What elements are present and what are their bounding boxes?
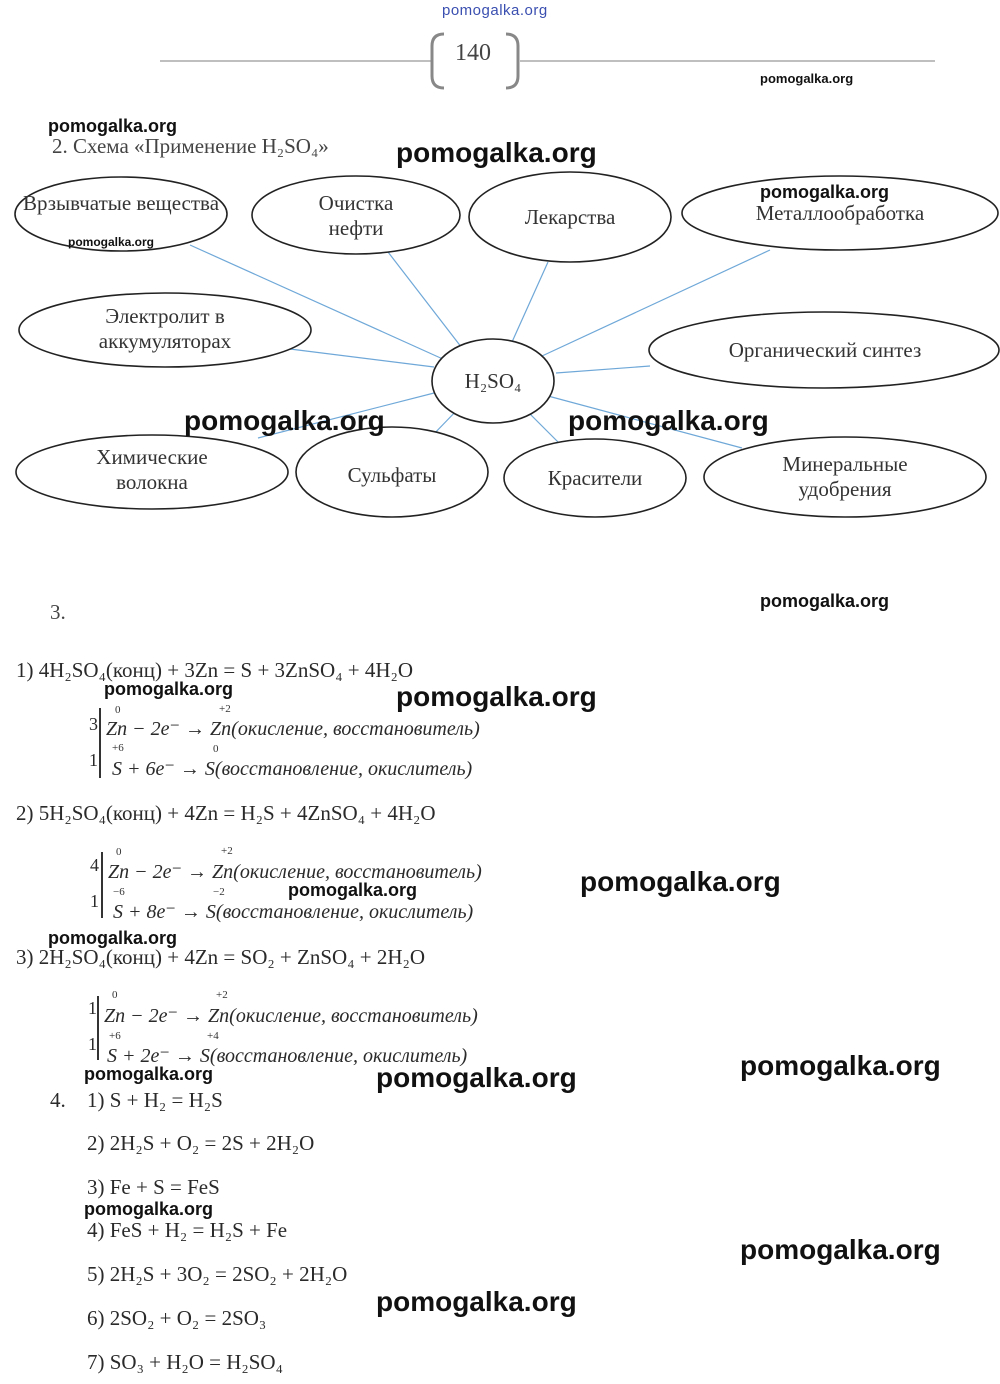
chain-step-7: 7) SO₃ + H₂O = H₂SO₄ xyxy=(87,1350,283,1374)
reaction-2-equation: 2) 5H₂SO₄(конц) + 4Zn = H₂S + 4ZnSO₄ + 4H₂O xyxy=(16,801,436,825)
coefficient: 1 xyxy=(88,998,97,1018)
watermark: pomogalka.org xyxy=(48,116,178,136)
reaction-1-equation: 1) 4H₂SO₄(конц) + 3Zn = S + 3ZnSO₄ + 4H₂O xyxy=(16,658,414,682)
chain-step-3: 3) Fe + S = FeS xyxy=(87,1175,220,1199)
oxidation-state: −6 xyxy=(113,886,125,898)
node-battery-electrolyte: Электролит в аккумуляторах xyxy=(98,304,232,353)
watermark: pomogalka.org xyxy=(760,182,890,202)
watermark: pomogalka.org xyxy=(760,591,890,611)
watermark: pomogalka.org xyxy=(104,679,234,699)
watermark: pomogalka.org xyxy=(396,137,597,168)
coefficient: 1 xyxy=(89,750,98,770)
half-reaction-reduction: S + 6e⁻ → S(восстановление, окислитель) xyxy=(112,758,473,780)
page-number: 140 xyxy=(455,40,491,66)
oxidation-state: +6 xyxy=(109,1030,121,1042)
chain-step-6: 6) 2SO₂ + O₂ = 2SO₃ xyxy=(87,1306,267,1330)
watermark: pomogalka.org xyxy=(48,928,178,948)
node-chemical-fibers: Химические волокна xyxy=(96,445,208,494)
oxidation-state: +2 xyxy=(219,703,231,715)
watermark: pomogalka.org xyxy=(288,880,418,900)
section3-number: 3. xyxy=(50,600,66,624)
section4-number: 4. xyxy=(50,1088,66,1112)
half-reaction-oxidation: Zn − 2e⁻ → Zn(окисление, восстановитель) xyxy=(106,718,480,740)
half-reaction-oxidation: Zn − 2e⁻ → Zn(окисление, восстановитель) xyxy=(108,861,482,883)
coefficient: 3 xyxy=(89,714,98,734)
coefficient: 4 xyxy=(90,855,99,875)
watermark: pomogalka.org xyxy=(568,405,769,436)
chain-step-5: 5) 2H₂S + 3O₂ = 2SO₂ + 2H₂O xyxy=(87,1262,348,1286)
half-reaction-reduction: S + 8e⁻ → S(восстановление, окислитель) xyxy=(113,901,474,923)
oxidation-state: +4 xyxy=(207,1030,219,1042)
coefficient: 1 xyxy=(88,1034,97,1054)
node-fertilizers: Минеральные удобрения xyxy=(782,452,908,501)
node-dyes: Красители xyxy=(547,466,643,490)
node-organic-synthesis: Органический синтез xyxy=(728,338,922,362)
node-center-h2so4: H₂SO₄ xyxy=(464,369,522,393)
node-medicines: Лекарства xyxy=(524,205,616,229)
node-oil-refining: Очистка нефти xyxy=(318,191,394,240)
watermark: pomogalka.org xyxy=(376,1286,577,1317)
watermark: pomogalka.org xyxy=(184,405,385,436)
balance-bracket xyxy=(101,852,103,918)
chain-step-2: 2) 2H₂S + O₂ = 2S + 2H₂O xyxy=(87,1131,315,1155)
watermark: pomogalka.org xyxy=(740,1234,941,1265)
watermark: pomogalka.org xyxy=(68,235,155,249)
chain-step-4: 4) FeS + H₂ = H₂S + Fe xyxy=(87,1218,288,1242)
watermark: pomogalka.org xyxy=(376,1062,577,1093)
watermark: pomogalka.org xyxy=(84,1199,214,1219)
balance-bracket xyxy=(99,708,101,778)
oxidation-state: +6 xyxy=(112,742,124,754)
watermark: pomogalka.org xyxy=(760,71,854,86)
node-metalworking: Металлообработка xyxy=(755,201,925,225)
half-reaction-oxidation: Zn − 2e⁻ → Zn(окисление, восстановитель) xyxy=(104,1005,478,1027)
oxidation-state: 0 xyxy=(112,989,118,1001)
oxidation-state: 0 xyxy=(213,743,219,755)
oxidation-state: +2 xyxy=(216,989,228,1001)
node-explosives: Врзывчатые вещества xyxy=(22,191,220,215)
chain-step-1: 1) S + H₂ = H₂S xyxy=(87,1088,223,1112)
watermark: pomogalka.org xyxy=(740,1050,941,1081)
section2-title: 2. Схема «Применение H₂SO₄» xyxy=(52,134,329,158)
balance-bracket xyxy=(97,996,99,1060)
coefficient: 1 xyxy=(90,891,99,911)
watermark-top: pomogalka.org xyxy=(442,2,548,19)
oxidation-state: 0 xyxy=(115,704,121,716)
oxidation-state: −2 xyxy=(213,886,225,898)
oxidation-state: 0 xyxy=(116,846,122,858)
node-sulfates: Сульфаты xyxy=(347,463,437,487)
reaction-3-equation: 3) 2H₂SO₄(конц) + 4Zn = SO₂ + ZnSO₄ + 2H₂O xyxy=(16,945,426,969)
watermark: pomogalka.org xyxy=(84,1064,214,1084)
watermark: pomogalka.org xyxy=(396,681,597,712)
oxidation-state: +2 xyxy=(221,845,233,857)
half-reaction-reduction: S + 2e⁻ → S(восстановление, окислитель) xyxy=(107,1045,468,1067)
watermark: pomogalka.org xyxy=(580,866,781,897)
